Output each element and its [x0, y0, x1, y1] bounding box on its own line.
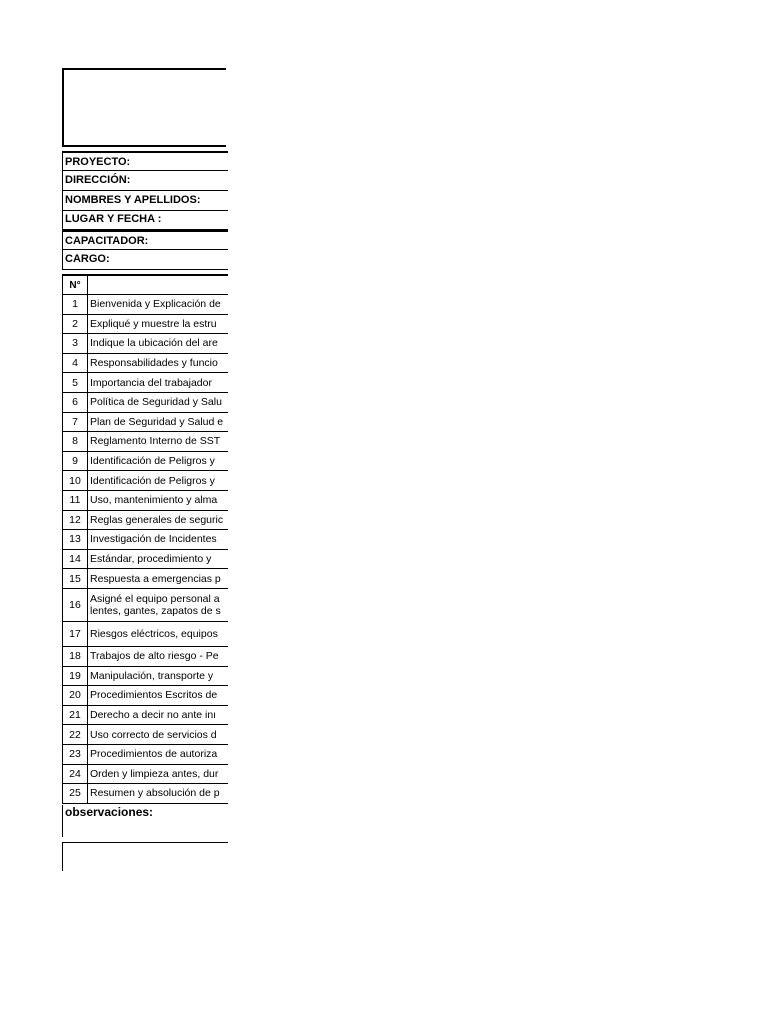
row-number: 13	[62, 530, 88, 549]
field-label: CARGO:	[65, 253, 110, 265]
row-number: 16	[62, 589, 88, 621]
row-description: Estándar, procedimiento y	[90, 553, 212, 566]
table-row	[62, 432, 228, 452]
table-row	[62, 667, 228, 687]
row-number: 22	[62, 725, 88, 744]
row-description: Respuesta a emergencias p	[90, 572, 221, 585]
table-row	[62, 295, 228, 315]
row-description: Derecho a decir no ante inı	[90, 709, 217, 722]
table-row	[62, 647, 228, 667]
row-number: 15	[62, 569, 88, 588]
row-number: 10	[62, 471, 88, 490]
field-label: PROYECTO:	[65, 156, 131, 168]
observations-area	[62, 843, 228, 871]
header-desc	[89, 276, 228, 294]
row-number: 12	[62, 511, 88, 530]
field-lugar-fecha	[62, 210, 228, 230]
row-number: 18	[62, 647, 88, 666]
field-cargo	[62, 250, 228, 270]
row-number: 3	[62, 334, 88, 353]
table-row	[62, 315, 228, 335]
field-label: CAPACITADOR:	[65, 235, 149, 247]
row-description: Expliqué y muestre la estru	[90, 317, 217, 330]
row-number: 21	[62, 706, 88, 725]
table-row	[62, 686, 228, 706]
field-proyecto	[62, 151, 228, 171]
row-description: Investigación de Incidentes	[90, 533, 217, 546]
row-number: 5	[62, 373, 88, 392]
row-description: Resumen y absolución de p	[90, 787, 220, 800]
header-num: N°	[62, 276, 88, 294]
row-number: 17	[62, 622, 88, 646]
table-row	[62, 511, 228, 531]
row-number: 25	[62, 784, 88, 803]
row-description: Responsabilidades y funcio	[90, 357, 218, 370]
row-description: Identificación de Peligros y	[90, 455, 215, 468]
field-capacitador	[62, 230, 228, 250]
row-description: Manipulación, transporte y	[90, 669, 214, 682]
row-number: 6	[62, 393, 88, 412]
table-row	[62, 471, 228, 491]
row-number: 24	[62, 765, 88, 784]
row-number: 2	[62, 315, 88, 334]
table-header	[62, 274, 228, 295]
row-description-line: lentes, gantes, zapatos de s	[90, 605, 221, 617]
logo-box	[62, 68, 226, 147]
table-row	[62, 622, 228, 647]
field-label: LUGAR Y FECHA :	[65, 213, 162, 225]
row-description: Uso correcto de servicios d	[90, 728, 217, 741]
row-description: Importancia del trabajador	[90, 376, 212, 389]
table-row	[62, 413, 228, 433]
row-number: 20	[62, 686, 88, 705]
row-description: Orden y limpieza antes, dur	[90, 767, 219, 780]
row-description: Indique la ubicación del are	[90, 337, 218, 350]
table-row	[62, 589, 228, 622]
row-description: Procedimientos Escritos de	[90, 689, 218, 702]
row-description: Plan de Seguridad y Salud e	[90, 415, 224, 428]
row-description: Bienvenida y Explicación de	[90, 298, 221, 311]
row-number: 23	[62, 745, 88, 764]
table-row	[62, 452, 228, 472]
row-number: 8	[62, 432, 88, 451]
row-description: Uso, mantenimiento y alma	[90, 494, 218, 507]
row-number: 19	[62, 667, 88, 686]
table-row	[62, 334, 228, 354]
field-label: DIRECCIÓN:	[65, 174, 131, 186]
field-nombres	[62, 191, 228, 211]
row-description: Procedimientos de autoriza	[90, 748, 218, 761]
table-row	[62, 354, 228, 374]
table-row	[62, 784, 228, 804]
row-number: 7	[62, 413, 88, 432]
row-number: 14	[62, 550, 88, 569]
row-description: Reglamento Interno de SST	[90, 435, 221, 448]
table-row	[62, 530, 228, 550]
table-row	[62, 745, 228, 765]
field-direccion	[62, 171, 228, 191]
table-row	[62, 725, 228, 745]
row-description-line: Asigné el equipo personal a	[90, 593, 220, 605]
row-description: Identificación de Peligros y	[90, 474, 215, 487]
table-row	[62, 393, 228, 413]
table-row	[62, 550, 228, 570]
row-description: Política de Seguridad y Salu	[90, 396, 222, 409]
form-sheet	[62, 68, 228, 871]
field-label: NOMBRES Y APELLIDOS:	[65, 194, 201, 206]
table-row	[62, 373, 228, 393]
row-number: 1	[62, 295, 88, 314]
row-number: 9	[62, 452, 88, 471]
row-number: 11	[62, 491, 88, 510]
table-row	[62, 569, 228, 589]
row-number: 4	[62, 354, 88, 373]
observations-label: observaciones:	[62, 805, 228, 837]
table-row	[62, 491, 228, 511]
table-row	[62, 706, 228, 726]
row-description: Trabajos de alto riesgo - Pe	[90, 650, 219, 663]
row-description	[89, 589, 228, 621]
row-description: Reglas generales de seguric	[90, 513, 224, 526]
table-row	[62, 765, 228, 785]
row-description: Riesgos eléctricos, equipos	[90, 628, 218, 640]
